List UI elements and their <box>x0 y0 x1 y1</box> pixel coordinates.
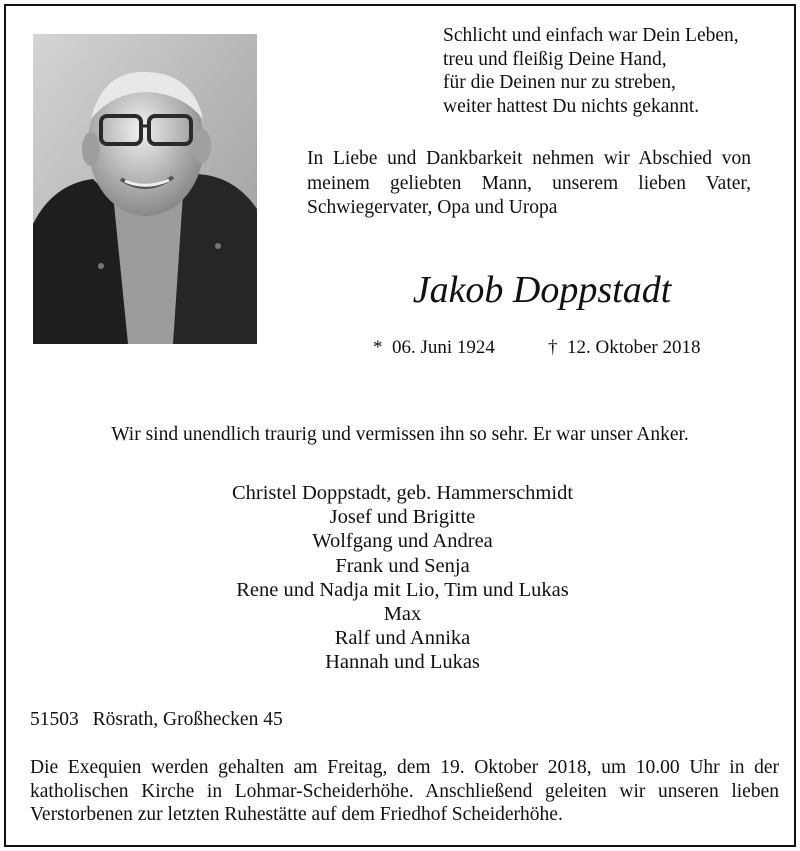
portrait-photo <box>33 34 257 344</box>
mourner-entry: Wolfgang und Andrea <box>312 530 493 553</box>
address-postcode: 51503 <box>30 709 79 730</box>
poem-line: Schlicht und einfach war Dein Leben, <box>443 25 739 46</box>
mourner-entry: Max <box>383 603 422 626</box>
address-street: Rösrath, Großhecken 45 <box>92 709 283 730</box>
mourner-entry: Frank und Senja <box>335 554 470 577</box>
cross-symbol: † <box>548 337 558 358</box>
funeral-service-info: Die Exequien werden gehalten am Freitag, dem 19. Oktober 2018, um 10.00 Uhr in der katholischen Kirche in Lohmar-Scheiderhöhe. Anschließend geleiten wir unseren lieben Verstorbenen zur letzten Ruhestätte auf dem Friedhof Scheiderhöhe. <box>30 757 779 825</box>
grief-statement: Wir sind unendlich traurig und vermissen ihn so sehr. Er war unser Anker. <box>111 424 689 445</box>
mourner-entry: Josef und Brigitte <box>329 506 476 529</box>
deceased-name: Jakob Doppstadt <box>412 269 672 311</box>
mourners-list <box>0 481 800 675</box>
mourner-entry: Rene und Nadja mit Lio, Tim und Lukas <box>236 578 569 601</box>
farewell-intro: In Liebe und Dankbarkeit nehmen wir Abschied von meinem geliebten Mann, unserem lieben Vater, Schwiegervater, Opa und Uropa <box>307 148 751 218</box>
mourner-entry: Hannah und Lukas <box>325 651 480 674</box>
family-address <box>30 707 283 733</box>
death-date <box>548 336 701 360</box>
birth-date <box>373 336 495 360</box>
poem-line: für die Deinen nur zu streben, <box>443 72 676 93</box>
mourner-entry: Christel Doppstadt, geb. Hammerschmidt <box>231 482 574 504</box>
birth-date-text: 06. Juni 1924 <box>392 337 495 358</box>
mourner-entry: Ralf und Annika <box>334 627 471 650</box>
poem-verse <box>443 24 739 118</box>
death-date-text: 12. Oktober 2018 <box>567 337 701 358</box>
poem-line: weiter hattest Du nichts gekannt. <box>443 95 700 117</box>
birth-symbol: * <box>373 337 383 358</box>
poem-line: treu und fleißig Deine Hand, <box>443 48 667 70</box>
portrait-image <box>33 34 257 344</box>
